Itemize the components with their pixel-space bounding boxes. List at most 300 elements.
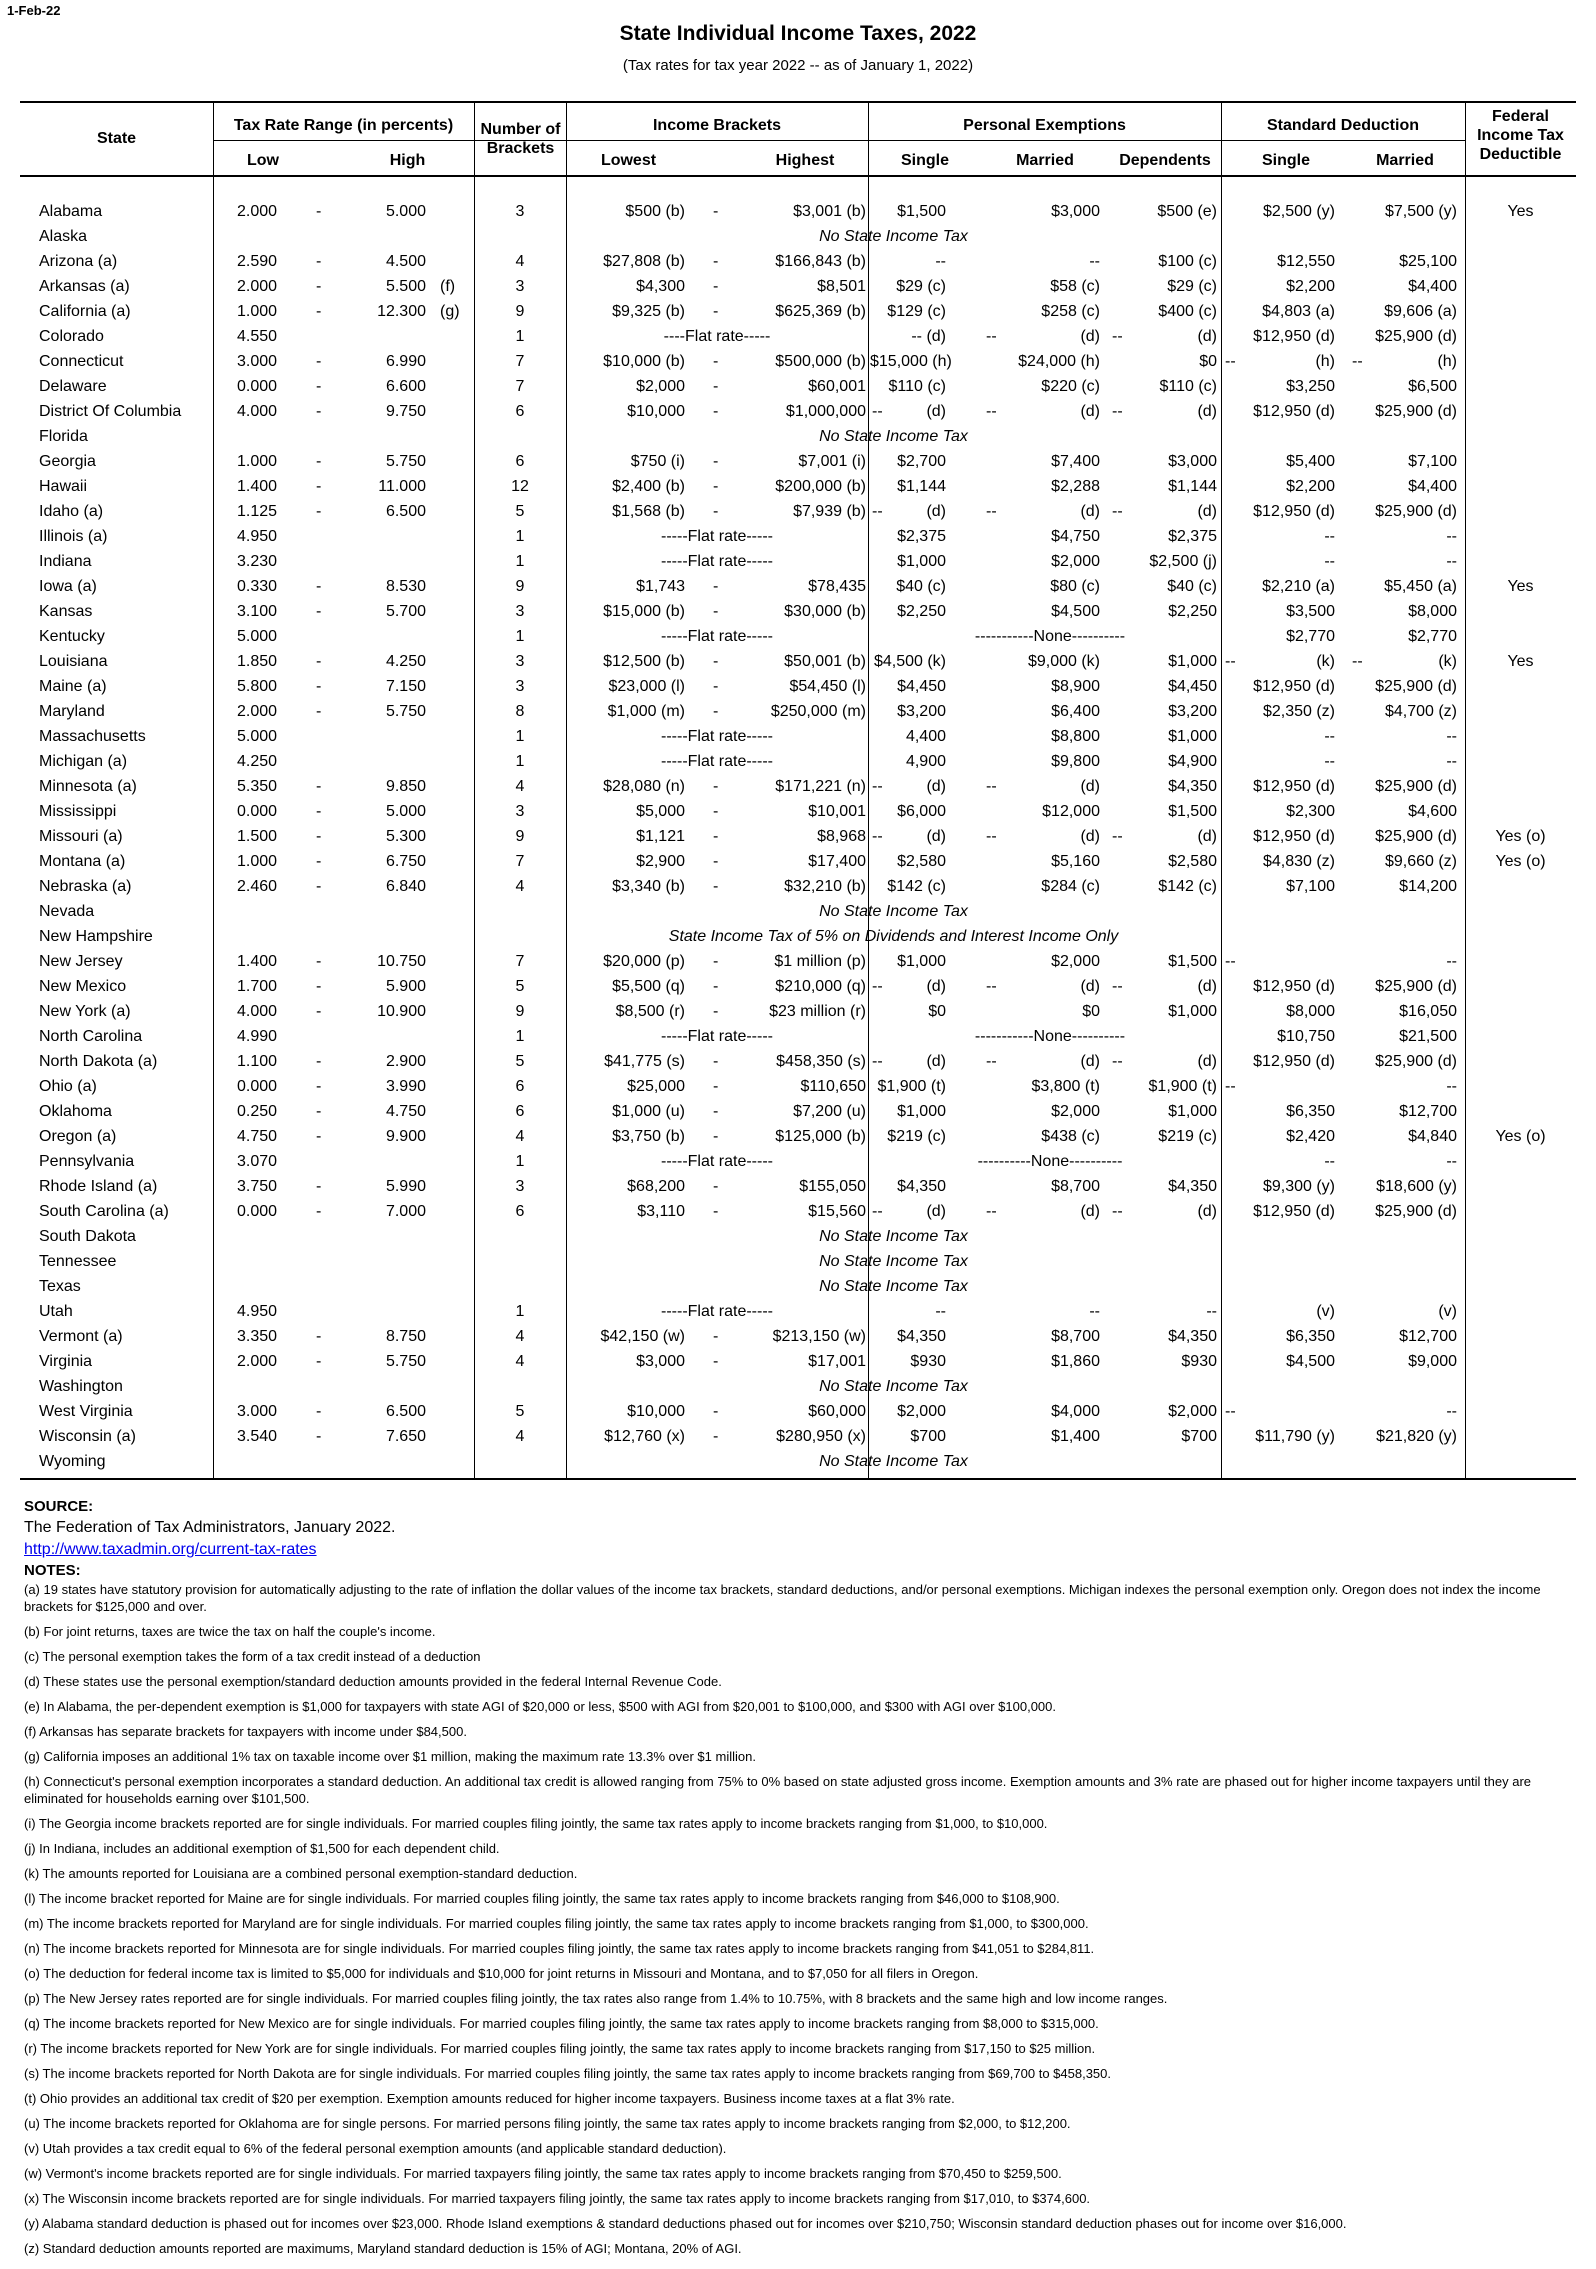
cell-sd-pre: -- [1225, 953, 1236, 970]
cell-pe-none: ----------None---------- [977, 1153, 1123, 1170]
cell-pe-m: (d) [1080, 403, 1100, 420]
cell-low: 4.950 [237, 528, 278, 545]
cell-hnote: (g) [440, 303, 460, 320]
cell-pe-sx: -- [986, 778, 997, 795]
cell-pe-m: (d) [1080, 978, 1100, 995]
cell-lowest: $12,760 (x) [604, 1428, 685, 1445]
cell-pe-m: $220 (c) [1041, 378, 1100, 395]
cell-low: 1.100 [237, 1053, 278, 1070]
cell-pe-d: $1,144 [1168, 478, 1217, 495]
cell-highest: $166,843 (b) [775, 253, 866, 270]
cell-sd-m: -- [1446, 1403, 1457, 1420]
cell-state: District Of Columbia [39, 403, 182, 420]
cell-highest: $60,001 [808, 378, 866, 395]
cell-pe-d: $2,250 [1168, 603, 1217, 620]
note-item: (x) The Wisconsin income brackets reported are for single individuals. For married taxpayers filing jointly, the same tax rates apply to income brackets ranging from $17,010, to $374,600. [24, 2191, 1091, 2206]
cell-n: 1 [515, 1028, 525, 1045]
cell-flat: ----Flat rate----- [663, 328, 771, 345]
cell-n: 1 [515, 1153, 525, 1170]
cell-pe-m: $8,900 [1051, 678, 1100, 695]
cell-pe-s: (d) [926, 828, 946, 845]
cell-dash: - [316, 778, 322, 795]
cell-highest: $30,000 (b) [784, 603, 866, 620]
cell-sd-s: $8,000 [1286, 1003, 1335, 1020]
cell-flat: -----Flat rate----- [661, 628, 773, 645]
table-row [0, 1325, 1596, 1350]
cell-sd-s: $9,300 (y) [1262, 1178, 1335, 1195]
cell-flat: -----Flat rate----- [661, 1028, 773, 1045]
table-row [0, 725, 1596, 750]
cell-n: 3 [515, 678, 525, 695]
cell-n: 4 [515, 1428, 525, 1445]
table-row [0, 1000, 1596, 1025]
cell-pe-d: $2,580 [1168, 853, 1217, 870]
cell-sd-m: -- [1446, 528, 1457, 545]
cell-pe-m: $2,000 [1051, 1103, 1100, 1120]
cell-state: North Carolina [39, 1028, 143, 1045]
cell-highest: $7,939 (b) [793, 503, 866, 520]
cell-sd-m: $25,100 [1399, 253, 1457, 270]
cell-fed: Yes [1507, 203, 1534, 220]
cell-pe-m: $0 [1082, 1003, 1100, 1020]
cell-pe-s: -- (d) [911, 328, 946, 345]
cell-state: Utah [39, 1303, 73, 1320]
table-row [0, 1275, 1596, 1300]
cell-high: 2.900 [385, 1053, 426, 1070]
cell-highest: $500,000 (b) [775, 353, 866, 370]
cell-state: Louisiana [39, 653, 108, 670]
cell-sd-s: $12,950 (d) [1253, 403, 1335, 420]
cell-pe-m: $5,160 [1051, 853, 1100, 870]
cell-lowest: $42,150 (w) [600, 1328, 685, 1345]
cell-n: 1 [515, 328, 525, 345]
cell-dash: - [316, 878, 322, 895]
header-pe-dependents: Dependents [1119, 152, 1211, 169]
cell-pe-d: $1,000 [1168, 1103, 1217, 1120]
cell-span: No State Income Tax [819, 1228, 968, 1245]
cell-pe-s: $1,000 [897, 553, 946, 570]
cell-low: 1.400 [237, 478, 278, 495]
cell-sd-m: $16,050 [1399, 1003, 1457, 1020]
cell-pe-m: $4,000 [1051, 1403, 1100, 1420]
cell-dash: - [316, 478, 322, 495]
cell-flat: -----Flat rate----- [661, 528, 773, 545]
table-row [0, 1175, 1596, 1200]
cell-pe-s: (d) [926, 1053, 946, 1070]
table-row [0, 825, 1596, 850]
cell-state: Pennsylvania [39, 1153, 135, 1170]
cell-bdash: - [713, 1178, 719, 1195]
cell-pe-mx: -- [1112, 1203, 1123, 1220]
cell-sd-m: $4,700 (z) [1384, 703, 1457, 720]
cell-low: 4.950 [237, 1303, 278, 1320]
notes-list [24, 1581, 1584, 2257]
cell-pe-pre: -- [872, 1053, 883, 1070]
header-pe-married: Married [1016, 152, 1074, 169]
cell-pe-m: $24,000 (h) [1018, 353, 1100, 370]
cell-span: No State Income Tax [819, 1278, 968, 1295]
cell-low: 2.000 [237, 278, 278, 295]
cell-state: Alabama [39, 203, 103, 220]
cell-sd-s: -- [1324, 528, 1335, 545]
cell-low: 0.330 [237, 578, 278, 595]
cell-span: No State Income Tax [819, 1453, 968, 1470]
cell-sd-s: $2,210 (a) [1262, 578, 1335, 595]
cell-sd-m: (k) [1438, 653, 1457, 670]
cell-n: 3 [515, 203, 525, 220]
cell-n: 3 [515, 278, 525, 295]
cell-low: 1.000 [237, 853, 278, 870]
cell-state: Colorado [39, 328, 104, 345]
cell-sd-s: $2,300 [1286, 803, 1335, 820]
note-item: (y) Alabama standard deduction is phased out for incomes over $23,000. Rhode Island exemptions & standard deductions phased out for incomes over $210,750; Wisconsin standard deduction phases out for income over $16,000. [24, 2216, 1347, 2231]
cell-dash: - [316, 1053, 322, 1070]
cell-state: Minnesota (a) [39, 778, 137, 795]
cell-low: 1.000 [237, 303, 278, 320]
cell-pe-s: $15,000 (h) [870, 353, 952, 370]
cell-bdash: - [713, 853, 719, 870]
cell-pe-s: $4,450 [897, 678, 946, 695]
cell-pe-m: $8,700 [1051, 1178, 1100, 1195]
cell-pe-s: (d) [926, 778, 946, 795]
cell-high: 12.300 [377, 303, 426, 320]
cell-pe-d: -- [1206, 1303, 1217, 1320]
cell-pe-pre: -- [872, 403, 883, 420]
cell-pe-sx: -- [986, 403, 997, 420]
cell-bdash: - [713, 1328, 719, 1345]
cell-high: 5.300 [385, 828, 426, 845]
note-item: (j) In Indiana, includes an additional exemption of $1,500 for each dependent child. [24, 1841, 500, 1856]
cell-pe-m: $2,000 [1051, 953, 1100, 970]
cell-sd-pre: -- [1225, 353, 1236, 370]
cell-dash: - [316, 1328, 322, 1345]
cell-pe-m: $7,400 [1051, 453, 1100, 470]
cell-sd-s: $12,950 (d) [1253, 503, 1335, 520]
cell-pe-sx: -- [986, 828, 997, 845]
state-table-body [0, 200, 1596, 1475]
cell-lowest: $1,121 [636, 828, 685, 845]
cell-state: Maine (a) [39, 678, 107, 695]
cell-pe-s: $2,375 [897, 528, 946, 545]
cell-bdash: - [713, 953, 719, 970]
cell-pe-s: 4,400 [905, 728, 946, 745]
source-text: The Federation of Tax Administrators, January 2022. [24, 1519, 396, 1536]
cell-pe-d: $4,450 [1168, 678, 1217, 695]
cell-pe-pre: -- [872, 1203, 883, 1220]
cell-span: No State Income Tax [819, 228, 968, 245]
report-date: 1-Feb-22 [7, 3, 61, 18]
cell-lowest: $28,080 (n) [603, 778, 685, 795]
cell-pe-none: -----------None---------- [974, 628, 1126, 645]
cell-pe-s: $4,500 (k) [873, 653, 946, 670]
cell-pe-s: $700 [910, 1428, 946, 1445]
table-row [0, 200, 1596, 225]
cell-pe-pre: -- [872, 828, 883, 845]
cell-sd-m: $21,820 (y) [1376, 1428, 1457, 1445]
cell-bdash: - [713, 1403, 719, 1420]
header-sd-married: Married [1376, 152, 1434, 169]
cell-sd-m: $12,700 [1399, 1103, 1457, 1120]
cell-sd-m: $8,000 [1408, 603, 1457, 620]
cell-pe-s: (d) [926, 503, 946, 520]
cell-pe-mx: -- [1112, 828, 1123, 845]
cell-fed: Yes [1507, 653, 1534, 670]
table-row [0, 1350, 1596, 1375]
cell-state: South Dakota [39, 1228, 136, 1245]
cell-sd-m: -- [1446, 1153, 1457, 1170]
cell-pe-d: $4,350 [1168, 1328, 1217, 1345]
cell-low: 5.800 [237, 678, 278, 695]
cell-low: 4.990 [237, 1028, 278, 1045]
cell-highest: $60,000 [808, 1403, 866, 1420]
cell-highest: $125,000 (b) [775, 1128, 866, 1145]
cell-state: Tennessee [39, 1253, 117, 1270]
cell-n: 1 [515, 728, 525, 745]
cell-low: 5.350 [237, 778, 278, 795]
cell-low: 3.100 [237, 603, 278, 620]
cell-sd-m: $25,900 (d) [1375, 978, 1457, 995]
table-row [0, 1125, 1596, 1150]
note-item: (b) For joint returns, taxes are twice the tax on half the couple's income. [24, 1624, 436, 1639]
cell-bdash: - [713, 653, 719, 670]
cell-pe-d: $1,000 [1168, 728, 1217, 745]
cell-state: Alaska [39, 228, 88, 245]
cell-sd-m: -- [1446, 753, 1457, 770]
table-row [0, 500, 1596, 525]
cell-pe-m: $6,400 [1051, 703, 1100, 720]
cell-sd-s: $4,830 (z) [1262, 853, 1335, 870]
cell-state: Florida [39, 428, 88, 445]
cell-pe-s: $930 [910, 1353, 946, 1370]
cell-bdash: - [713, 1078, 719, 1095]
cell-high: 5.750 [385, 453, 426, 470]
cell-n: 3 [515, 1178, 525, 1195]
cell-state: Georgia [39, 453, 96, 470]
cell-pe-m: (d) [1080, 1053, 1100, 1070]
cell-highest: $200,000 (b) [775, 478, 866, 495]
table-bottom-rule [20, 1478, 1576, 1480]
cell-pe-d: $1,900 (t) [1148, 1078, 1217, 1095]
source-link[interactable]: http://www.taxadmin.org/current-tax-rates [24, 1541, 317, 1558]
header-low: Low [247, 152, 279, 169]
cell-sd-pre: -- [1225, 1078, 1236, 1095]
table-row [0, 700, 1596, 725]
cell-state: South Carolina (a) [39, 1203, 169, 1220]
cell-sd-s: $2,420 [1286, 1128, 1335, 1145]
cell-low: 3.540 [237, 1428, 278, 1445]
cell-pe-s: $1,500 [897, 203, 946, 220]
cell-lowest: $1,568 (b) [612, 503, 685, 520]
table-row [0, 1075, 1596, 1100]
cell-pe-d: $930 [1181, 1353, 1217, 1370]
cell-pe-s: $2,580 [897, 853, 946, 870]
cell-dash: - [316, 1103, 322, 1120]
cell-pe-s: $0 [928, 1003, 946, 1020]
table-row [0, 800, 1596, 825]
cell-lowest: $1,743 [636, 578, 685, 595]
cell-span: No State Income Tax [819, 1253, 968, 1270]
cell-low: 5.000 [237, 628, 278, 645]
cell-n: 6 [515, 1078, 525, 1095]
cell-pe-s: $1,000 [897, 953, 946, 970]
cell-dash: - [316, 828, 322, 845]
cell-bdash: - [713, 803, 719, 820]
table-row [0, 525, 1596, 550]
cell-sd-s: (h) [1315, 353, 1335, 370]
cell-sd-s: $12,950 (d) [1253, 328, 1335, 345]
cell-low: 4.250 [237, 753, 278, 770]
cell-dash: - [316, 853, 322, 870]
table-row [0, 350, 1596, 375]
cell-sd-s: $6,350 [1286, 1103, 1335, 1120]
cell-span: State Income Tax of 5% on Dividends and Interest Income Only [668, 928, 1119, 945]
table-row [0, 1025, 1596, 1050]
cell-sd-s: $4,803 (a) [1262, 303, 1335, 320]
cell-highest: $1,000,000 [785, 403, 866, 420]
cell-pe-s: $1,144 [897, 478, 946, 495]
cell-state: Idaho (a) [39, 503, 104, 520]
table-row [0, 325, 1596, 350]
cell-n: 12 [511, 478, 529, 495]
header-state: State [96, 130, 137, 147]
cell-state: Missouri (a) [39, 828, 123, 845]
cell-n: 1 [515, 753, 525, 770]
cell-fed: Yes (o) [1495, 853, 1546, 870]
table-row [0, 975, 1596, 1000]
cell-sd-m: $25,900 (d) [1375, 1053, 1457, 1070]
header-sd-single: Single [1261, 152, 1310, 169]
cell-n: 6 [515, 403, 525, 420]
cell-dash: - [316, 1403, 322, 1420]
cell-bdash: - [713, 778, 719, 795]
cell-n: 1 [515, 628, 525, 645]
note-item: (r) The income brackets reported for New York are for single individuals. For married couples filing jointly, the same tax rates apply to income brackets ranging from $17,150 to $25 million. [24, 2041, 1096, 2056]
cell-dash: - [316, 1178, 322, 1195]
cell-sd-s: $5,400 [1286, 453, 1335, 470]
cell-high: 4.250 [385, 653, 426, 670]
cell-sd-s: $11,790 (y) [1255, 1428, 1335, 1445]
cell-low: 1.700 [237, 978, 278, 995]
cell-pe-pre: -- [872, 503, 883, 520]
cell-n: 7 [515, 853, 525, 870]
cell-dash: - [316, 453, 322, 470]
cell-dash: - [316, 953, 322, 970]
cell-n: 3 [515, 603, 525, 620]
table-row [0, 550, 1596, 575]
cell-sd-m: $4,400 [1408, 278, 1457, 295]
cell-highest: $1 million (p) [774, 953, 866, 970]
header-highest: Highest [775, 152, 835, 169]
cell-pe-s: $3,200 [897, 703, 946, 720]
cell-pe-d: $4,350 [1168, 778, 1217, 795]
cell-n: 6 [515, 1103, 525, 1120]
header-bottom-rule [20, 175, 1576, 177]
cell-low: 4.750 [237, 1128, 278, 1145]
cell-state: Rhode Island (a) [39, 1178, 158, 1195]
cell-n: 1 [515, 528, 525, 545]
cell-dash: - [316, 353, 322, 370]
cell-state: Kentucky [39, 628, 105, 645]
cell-n: 6 [515, 1203, 525, 1220]
cell-state: California (a) [39, 303, 131, 320]
note-item: (u) The income brackets reported for Oklahoma are for single persons. For married persons filing jointly, the same tax rates apply to income brackets ranging from $2,000, to $12,200. [24, 2116, 1071, 2131]
cell-pe-pre: -- [872, 978, 883, 995]
table-row [0, 275, 1596, 300]
cell-sd-sx: -- [1352, 353, 1363, 370]
cell-n: 7 [515, 378, 525, 395]
cell-sd-s: $3,250 [1286, 378, 1335, 395]
header-standard-deduction: Standard Deduction [1266, 117, 1419, 134]
header-rate-range: Tax Rate Range (in percents) [233, 117, 454, 134]
cell-low: 3.230 [237, 553, 278, 570]
cell-lowest: $10,000 [627, 1403, 685, 1420]
cell-lowest: $41,775 (s) [604, 1053, 685, 1070]
table-row [0, 675, 1596, 700]
cell-low: 1.000 [237, 453, 278, 470]
cell-pe-m: $2,000 [1051, 553, 1100, 570]
cell-lowest: $3,110 [637, 1203, 685, 1220]
cell-pe-m: (d) [1080, 503, 1100, 520]
table-top-rule [20, 101, 1576, 103]
note-item: (a) 19 states have statutory provision for automatically adjusting to the rate of inflation the dollar values of the income tax brackets, standard deductions, and/or personal exemptions. Michigan indexes the personal exemption only. Oregon does not index the income brackets for $125,000 and over. [24, 1582, 1541, 1614]
cell-pe-s: (d) [926, 403, 946, 420]
cell-pe-sx: -- [986, 328, 997, 345]
note-item: (w) Vermont's income brackets reported are for single individuals. For married taxpayers filing jointly, the same tax rates apply to income brackets ranging from $70,450 to $259,500. [24, 2166, 1062, 2181]
cell-highest: $110,650 [800, 1078, 866, 1095]
source-label: SOURCE: [24, 1498, 94, 1515]
cell-high: 6.500 [385, 1403, 426, 1420]
cell-dash: - [316, 253, 322, 270]
cell-low: 3.750 [237, 1178, 278, 1195]
cell-pe-s: $142 (c) [887, 878, 946, 895]
cell-pe-m: (d) [1080, 828, 1100, 845]
cell-lowest: $2,900 [636, 853, 685, 870]
table-row [0, 875, 1596, 900]
cell-sd-m: $14,200 [1399, 878, 1457, 895]
cell-low: 1.400 [237, 953, 278, 970]
cell-lowest: $3,750 (b) [612, 1128, 685, 1145]
cell-sd-m: $25,900 (d) [1375, 328, 1457, 345]
cell-highest: $54,450 (l) [789, 678, 866, 695]
cell-high: 5.500 [385, 278, 426, 295]
cell-pe-m: $4,750 [1051, 528, 1100, 545]
cell-n: 9 [515, 303, 525, 320]
cell-bdash: - [713, 403, 719, 420]
cell-bdash: - [713, 1428, 719, 1445]
cell-low: 3.000 [237, 353, 278, 370]
cell-highest: $155,050 [799, 1178, 866, 1195]
cell-sd-m: (v) [1438, 1303, 1457, 1320]
cell-pe-s: $40 (c) [896, 578, 946, 595]
cell-flat: -----Flat rate----- [661, 1153, 773, 1170]
cell-high: 4.750 [385, 1103, 426, 1120]
table-row [0, 425, 1596, 450]
cell-bdash: - [713, 1203, 719, 1220]
cell-pe-mx: -- [1112, 403, 1123, 420]
cell-fed: Yes [1507, 578, 1534, 595]
cell-pe-m: -- [1089, 253, 1100, 270]
cell-pe-m: $284 (c) [1041, 878, 1100, 895]
cell-sd-s: $7,100 [1286, 878, 1335, 895]
cell-sd-m: $25,900 (d) [1375, 503, 1457, 520]
cell-state: Montana (a) [39, 853, 126, 870]
cell-pe-m: $80 (c) [1050, 578, 1100, 595]
cell-state: Wyoming [39, 1453, 106, 1470]
cell-bdash: - [713, 878, 719, 895]
cell-dash: - [316, 1078, 322, 1095]
cell-state: New Mexico [39, 978, 127, 995]
cell-lowest: $2,000 [636, 378, 685, 395]
